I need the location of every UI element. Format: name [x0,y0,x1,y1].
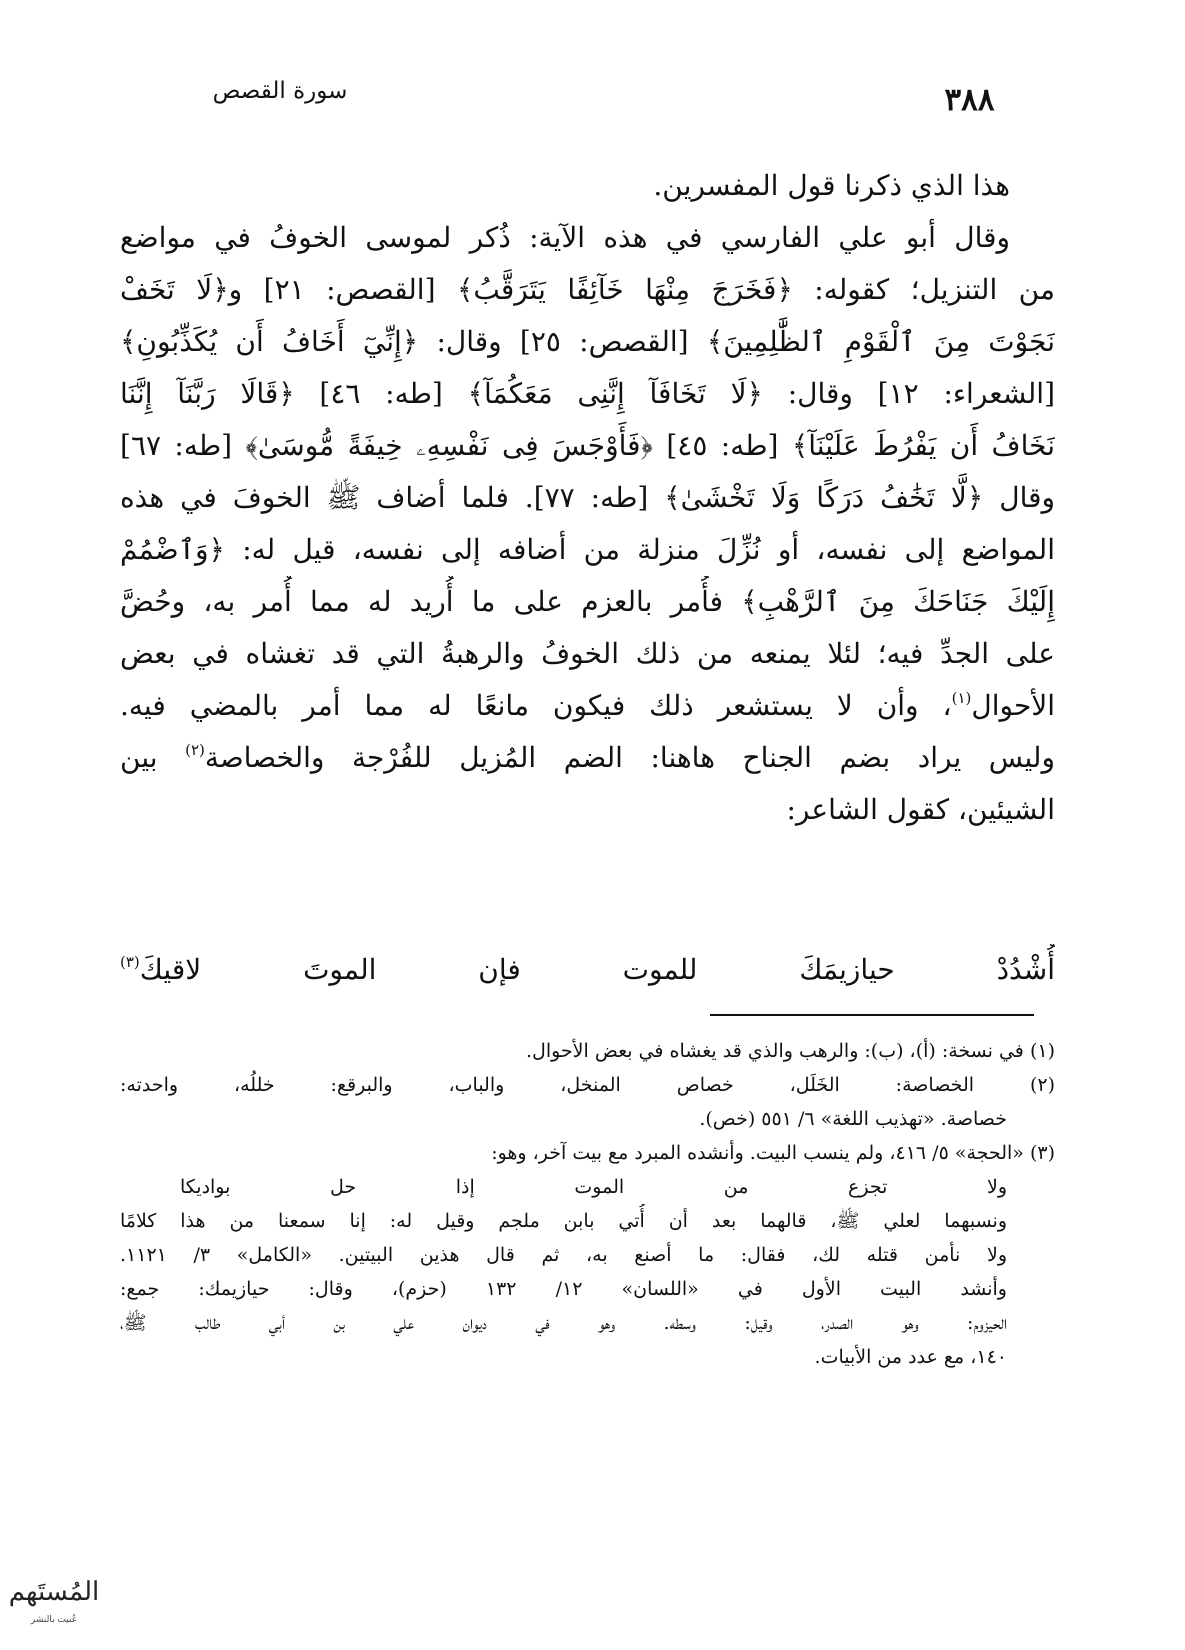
footnote-divider [710,1014,1034,1016]
body-line: [الشعراء: ١٢] وقال: ﴿لَا تَخَافَآ إِنَّنِى مَعَكُمَآ﴾ [طه: ٤٦] ﴿قَالَا رَبَّنَآ إِنَّنَا [120,377,1055,410]
body-line: هذا الذي ذكرنا قول المفسرين. [653,169,1010,202]
body-line [120,732,1055,784]
body-line: الشيئين، كقول الشاعر: [786,793,1055,826]
body-text: وليس يراد بضم الجناح هاهنا: الضم المُزيل للفُرْجة والخصاصة [204,741,1055,774]
poetry-verse [120,944,1055,996]
body-line: إِلَيْكَ جَنَاحَكَ مِنَ ٱلرَّهْبِ﴾ فأُمر بالعزم على ما أُريد له مما أُمر به، وحُضَّ [120,585,1055,618]
body-line: المواضع إلى نفسه، أو نُزِّلَ منزلة من أضافه إلى نفسه، قيل له: ﴿وَٱضْمُمْ [120,533,1055,566]
body-separator: ، [918,689,952,722]
body-word: الأحوال [971,689,1055,722]
footnote-3-cont: الحيزوم: وهو الصدر، وقيل: وسطه. وهو في ديوان علي بن أبي طالب ﷺ، [120,1312,1007,1334]
footnote-2 [120,1068,1055,1102]
footnote-ref-3[interactable]: (٣) [120,953,140,971]
footnote-number: (٢) [1029,1074,1055,1096]
publisher-logo [6,1562,102,1632]
footnote-verse: ولا تجزع من الموت إذا حل بواديكا [180,1176,1007,1198]
footnote-1 [120,1034,1055,1068]
body-line: وقال ﴿لَّا تَخَٰفُ دَرَكًا وَلَا تَخْشَىٰ﴾ [طه: ٧٧]. فلما أضاف ﷺ الخوفَ في هذه [120,481,1055,514]
footnote-2-cont: خصاصة. «تهذيب اللغة» ٦/ ٥٥١ (خص). [699,1108,1007,1130]
body-line [120,680,1055,732]
surah-title: سورة القصص [212,78,348,104]
footnote-number: (٣) [1029,1142,1055,1164]
body-line: وقال أبو علي الفارسي في هذه الآية: ذُكر لموسى الخوفُ في مواضع [120,221,1011,254]
footnote-3-cont: ولا نأمن قتله لك، فقال: ما أصنع به، ثم قال هذين البيتين. «الكامل» ٣/ ١١٢١. [120,1244,1007,1266]
footnote-text: «الحجة» ٥/ ٤١٦، ولم ينسب البيت. وأنشده المبرد مع بيت آخر، وهو: [491,1142,1024,1164]
body-line: نَجَوْتَ مِنَ ٱلْقَوْمِ ٱلظَّٰلِمِينَ﴾ [القصص: ٢٥] وقال: ﴿إِنِّيٓ أَخَافُ أَن يُكَذِّبُونِ﴾ [120,325,1055,358]
body-line: على الجدِّ فيه؛ لئلا يمنعه من ذلك الخوفُ والرهبةُ التي قد تغشاه في بعض [120,637,1055,670]
footnote-text: الخصاصة: الخَلَل، خصاص المنخل، والباب، والبرقع: خللُه، واحدته: [120,1074,975,1096]
main-text [120,160,1055,836]
footnote-number: (١) [1029,1040,1055,1062]
footnote-3-cont: وأنشد البيت الأول في «اللسان» ١٢/ ١٣٢ (حزم)، وقال: حيازيمك: جمع: [120,1278,1007,1300]
page-number: ٣٨٨ [944,82,995,118]
footnote-3-cont: ونسبهما لعلي ﷺ، قالهما بعد أن أُتي بابن ملجم وقيل له: إنا سمعنا من هذا كلامًا [120,1210,1007,1232]
body-line: نَخَافُ أَن يَفْرُطَ عَلَيْنَآ﴾ [طه: ٤٥] ﴿فَأَوْجَسَ فِى نَفْسِهِۦ خِيفَةً مُّوسَىٰ﴾ [طه: ٦٧] [120,429,1055,462]
body-line: من التنزيل؛ كقوله: ﴿فَخَرَجَ مِنْهَا خَآئِفًا يَتَرَقَّبُ﴾ [القصص: ٢١] و﴿لَا تَخَفْ [120,273,1055,306]
footnotes [120,1034,1055,1374]
body-text: وأن لا يستشعر ذلك فيكون مانعًا له مما أمر بالمضي فيه. [120,689,919,722]
footnote-ref-2[interactable]: (٢) [185,741,205,759]
footnote-3 [120,1136,1055,1170]
footnote-text: في نسخة: (أ)، (ب): والرهب والذي قد يغشاه في بعض الأحوال. [525,1040,1024,1062]
verse-text: أُشْدُدْ حيازيمَكَ للموت فإن الموتَ لاقيكَ [139,953,1055,986]
logo-text: المُستَهم [8,1577,100,1607]
footnote-3-cont: ١٤٠، مع عدد من الأبيات. [814,1346,1007,1368]
footnote-ref-1[interactable]: (١) [951,689,972,707]
logo-subtext: عُنيت بالنشر [30,1615,78,1625]
body-text: بين [120,741,186,774]
